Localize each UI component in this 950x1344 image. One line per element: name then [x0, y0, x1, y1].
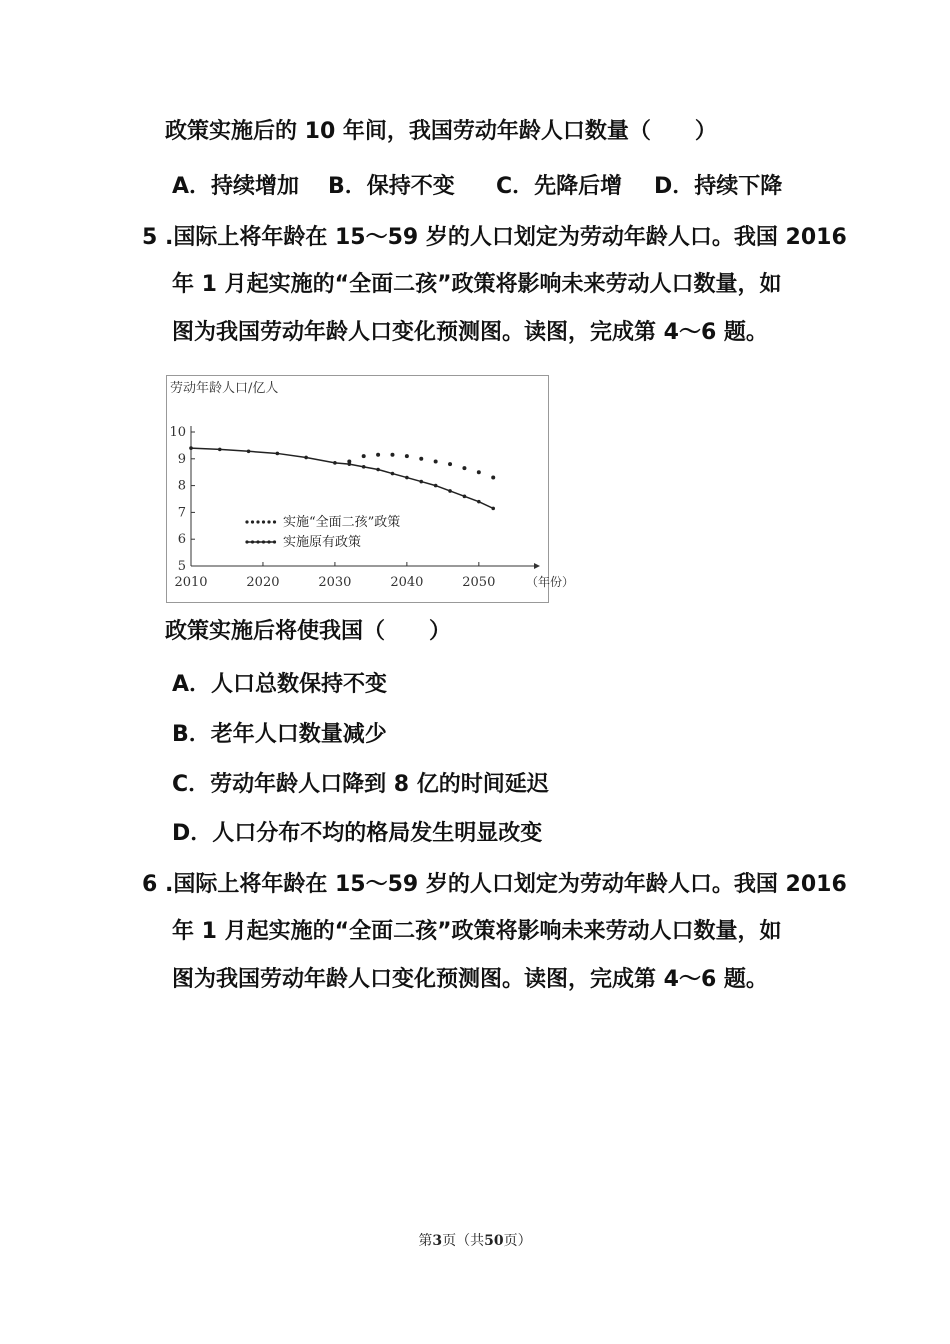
point-original-policy	[218, 448, 222, 452]
legend-dot-two-child	[262, 520, 265, 523]
point-two-child-policy	[419, 457, 423, 461]
point-original-policy	[304, 456, 308, 460]
legend-dot-original	[251, 540, 254, 543]
y-axis-title: 劳动年龄人口/亿人	[170, 381, 279, 396]
point-original-policy	[376, 468, 380, 472]
legend-label-two-child: 实施“全面二孩”政策	[283, 515, 401, 530]
q6-line-2: 年 1 月起实施的“全面二孩”政策将影响未来劳动人口数量，如	[172, 919, 782, 944]
population-chart	[166, 375, 575, 603]
legend-dot-original	[262, 540, 265, 543]
y-tick-label: 5	[177, 559, 186, 574]
q6-line-1: 6 .国际上将年龄在 15～59 岁的人口划定为劳动年龄人口。我国 2016	[142, 872, 847, 897]
point-original-policy	[405, 476, 409, 480]
y-tick-label: 8	[177, 478, 186, 494]
y-tick-label: 9	[177, 451, 186, 467]
point-original-policy	[419, 480, 423, 484]
point-original-policy	[348, 462, 352, 466]
footer-total-pages: 50	[484, 1233, 504, 1249]
page-footer	[0, 1230, 950, 1250]
point-original-policy	[463, 495, 467, 499]
legend-dot-two-child	[251, 520, 254, 523]
legend-dot-two-child	[256, 520, 259, 523]
y-tick-label: 10	[169, 425, 186, 440]
q4-option-b[interactable]: B．保持不变	[328, 174, 455, 199]
legend-dot-two-child	[267, 520, 270, 523]
x-tick-label: 2010	[174, 575, 208, 590]
point-original-policy	[448, 489, 452, 493]
point-two-child-policy	[462, 466, 466, 470]
footer-mid: 页（共	[442, 1233, 485, 1249]
point-two-child-policy	[390, 453, 394, 457]
population-chart-svg	[167, 376, 575, 602]
legend-dot-original	[256, 540, 259, 543]
q5-option-b[interactable]: B．老年人口数量减少	[172, 722, 387, 747]
footer-post: 页）	[503, 1233, 532, 1249]
point-two-child-policy	[362, 454, 366, 458]
footer-page-number: 3	[432, 1233, 443, 1249]
point-two-child-policy	[434, 459, 438, 463]
x-axis-arrow	[534, 563, 540, 569]
y-tick-label: 7	[177, 505, 186, 521]
q4-option-c[interactable]: C．先降后增	[496, 174, 623, 199]
point-original-policy	[434, 484, 438, 488]
point-original-policy	[247, 449, 251, 453]
point-two-child-policy	[448, 462, 452, 466]
footer-pre: 第	[418, 1233, 433, 1249]
point-original-policy	[491, 507, 495, 511]
point-two-child-policy	[376, 453, 380, 457]
x-tick-label: 2040	[390, 575, 424, 590]
legend-dot-original	[273, 540, 276, 543]
q4-option-a[interactable]: A．持续增加	[172, 174, 300, 199]
x-tick-label: 2050	[462, 575, 496, 590]
q5-option-d[interactable]: D．人口分布不均的格局发生明显改变	[172, 821, 543, 846]
series-line-original-policy	[191, 448, 493, 508]
q4-stem: 政策实施后的 10 年间，我国劳动年龄人口数量（ ）	[165, 119, 717, 144]
q5-question: 政策实施后将使我国（ ）	[165, 619, 452, 644]
y-tick-label: 6	[177, 532, 186, 548]
point-original-policy	[477, 500, 481, 504]
point-original-policy	[362, 465, 366, 469]
q5-option-a[interactable]: A．人口总数保持不变	[172, 672, 388, 697]
x-axis-title: （年份）	[526, 575, 575, 589]
q6-line-3: 图为我国劳动年龄人口变化预测图。读图，完成第 4～6 题。	[172, 967, 768, 992]
legend-dot-two-child	[245, 520, 248, 523]
point-two-child-policy	[477, 470, 481, 474]
legend-dot-original	[245, 540, 248, 543]
legend-dot-original	[267, 540, 270, 543]
x-tick-label: 2030	[318, 575, 352, 590]
point-two-child-policy	[405, 454, 409, 458]
legend-dot-two-child	[273, 520, 276, 523]
q5-option-c[interactable]: C．劳动年龄人口降到 8 亿的时间延迟	[172, 772, 549, 797]
q5-line-1: 5 .国际上将年龄在 15～59 岁的人口划定为劳动年龄人口。我国 2016	[142, 225, 847, 250]
point-original-policy	[333, 461, 337, 465]
q4-option-d[interactable]: D．持续下降	[654, 174, 783, 199]
legend-label-original: 实施原有政策	[283, 535, 362, 550]
point-original-policy	[276, 452, 280, 456]
q5-line-3: 图为我国劳动年龄人口变化预测图。读图，完成第 4～6 题。	[172, 320, 768, 345]
q5-line-2: 年 1 月起实施的“全面二孩”政策将影响未来劳动人口数量，如	[172, 272, 782, 297]
q4-options	[172, 172, 782, 202]
point-original-policy	[189, 446, 193, 450]
x-tick-label: 2020	[246, 575, 280, 590]
point-original-policy	[391, 472, 395, 476]
point-two-child-policy	[491, 476, 495, 480]
